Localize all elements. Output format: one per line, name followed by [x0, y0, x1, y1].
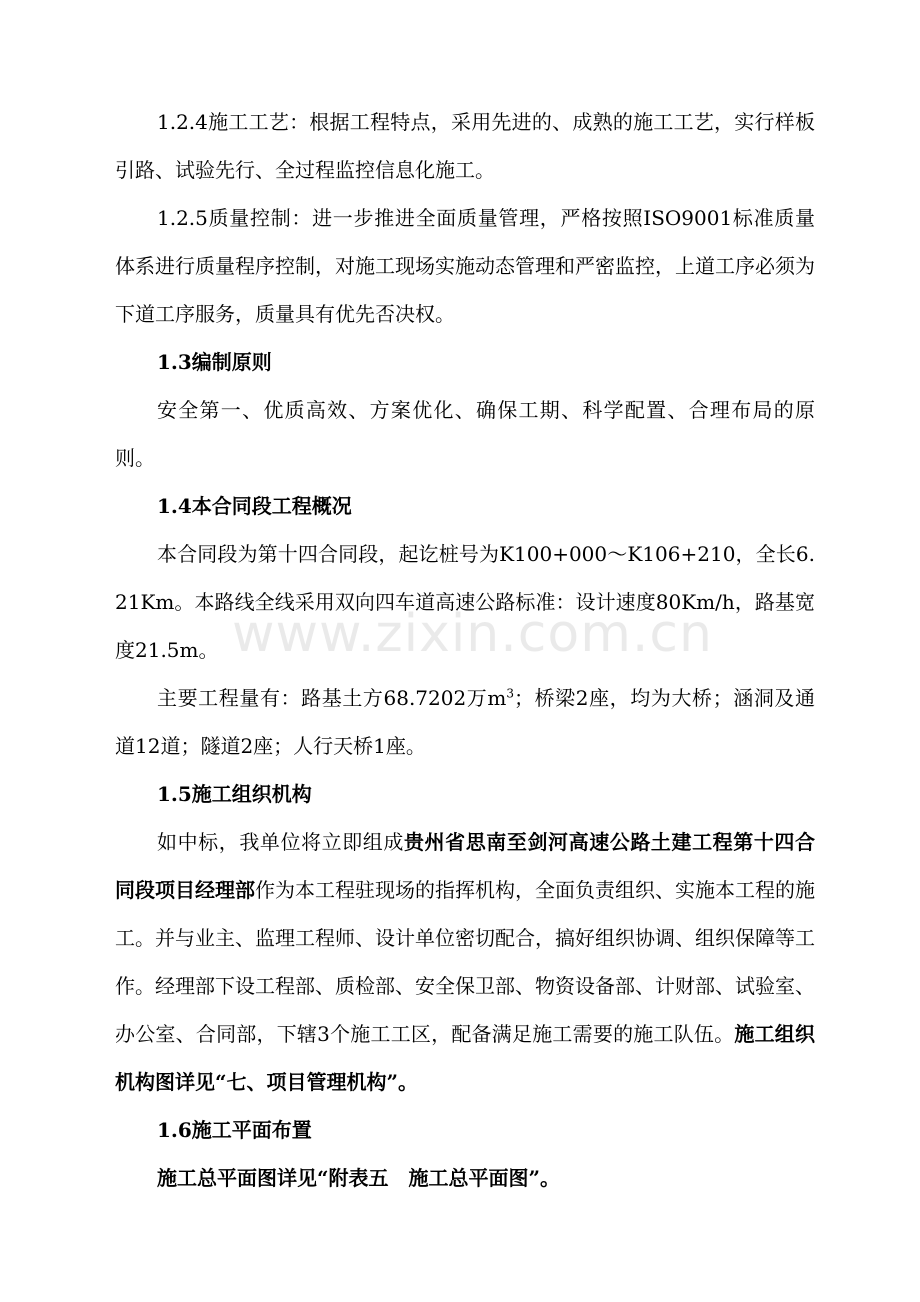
paragraph-construction-process — [115, 98, 815, 194]
paragraph-quality-control — [115, 194, 815, 338]
section-heading-1-6 — [115, 1106, 815, 1154]
paragraph-site-plan-reference — [115, 1154, 815, 1202]
paragraph-main-quantities — [115, 674, 815, 770]
document-body — [115, 98, 815, 1202]
section-heading-1-3 — [115, 338, 815, 386]
paragraph-text: 作为本工程驻现场的指挥机构，全面负责组织、实施本工程的施工。并与业主、监理工程师、设计单位密切配合，搞好组织协调、组织保障等工作。经理部下设工程部、质检部、安全保卫部、物资设备部、计财部、试验室、办公室、合同部，下辖3个施工工区，配备满足施工需要的施工队伍。 — [115, 878, 815, 1046]
paragraph-text: 1.2.5质量控制：进一步推进全面质量管理，严格按照ISO9001标准质量体系进行质量程序控制，对施工现场实施动态管理和严密监控，上道工序必须为下道工序服务，质量具有优先否决权。 — [115, 206, 815, 326]
paragraph-text: 安全第一、优质高效、方案优化、确保工期、科学配置、合理布局的原则。 — [115, 398, 815, 470]
paragraph-principles — [115, 386, 815, 482]
paragraph-text: 本合同段为第十四合同段，起讫桩号为K100+000～K106+210，全长6.21Km。本路线全线采用双向四车道高速公路标准：设计速度80Km/h，路基宽度21.5m。 — [115, 542, 815, 662]
paragraph-text: 主要工程量有：路基土方68.7202万m — [157, 686, 507, 710]
heading-text: 1.5施工组织机构 — [157, 782, 312, 806]
paragraph-project-overview — [115, 530, 815, 674]
superscript-cubic: 3 — [506, 686, 514, 701]
paragraph-text: ；桥梁2座，均为大桥；涵洞及通道12道；隧道2座；人行天桥1座。 — [115, 686, 815, 758]
paragraph-organization — [115, 818, 815, 1106]
paragraph-text: 1.2.4施工工艺：根据工程特点，采用先进的、成熟的施工工艺，实行样板引路、试验先行、全过程监控信息化施工。 — [115, 110, 815, 182]
section-heading-1-4 — [115, 482, 815, 530]
paragraph-text: 施工总平面图详见“附表五 施工总平面图”。 — [157, 1166, 561, 1190]
paragraph-bold-text: 施工组织机构图详见“七、项目管理机构”。 — [115, 1022, 816, 1094]
heading-text: 1.3编制原则 — [157, 350, 272, 374]
heading-text: 1.6施工平面布置 — [157, 1118, 312, 1142]
heading-text: 1.4本合同段工程概况 — [157, 494, 352, 518]
paragraph-text: 如中标，我单位将立即组成 — [157, 830, 404, 854]
section-heading-1-5 — [115, 770, 815, 818]
paragraph-bold-text: 贵州省思南至剑河高速公路土建工程第十四合同段项目经理部 — [115, 830, 816, 902]
watermark-text: www.zixin.com.cn — [232, 604, 713, 664]
